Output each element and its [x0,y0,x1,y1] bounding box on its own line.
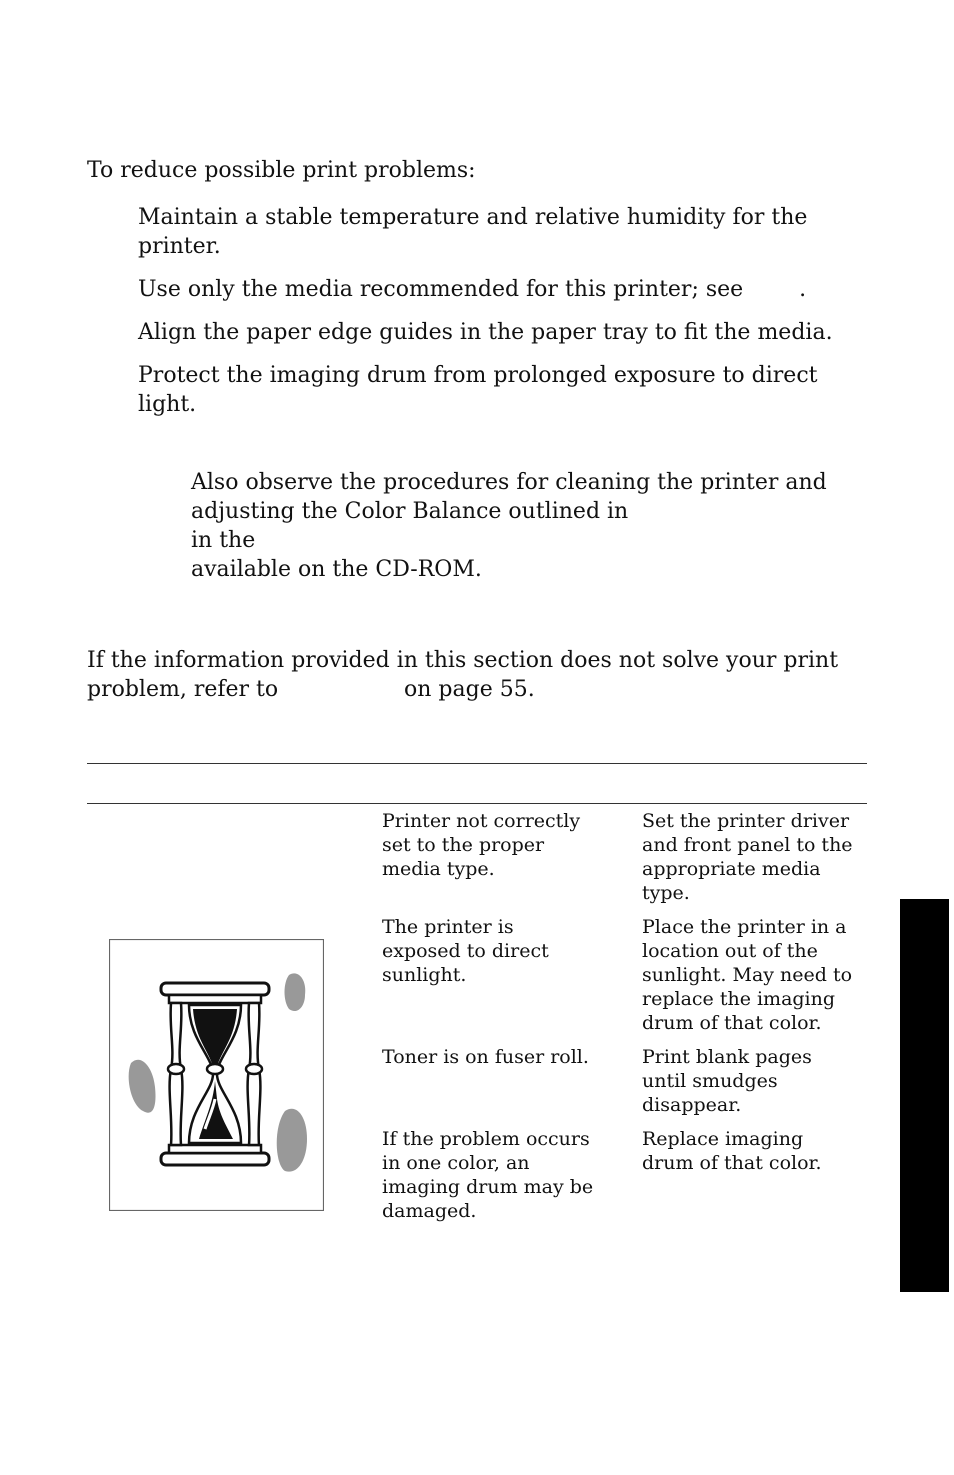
cell-line: in one color, an [382,1152,530,1174]
cell-line: type. [642,882,690,904]
table-top-rule [87,763,867,764]
action-cell [642,809,882,905]
cell-line: set to the proper [382,834,545,856]
para-line: problem, refer to on page 55. [87,677,535,702]
cell-line: Replace imaging [642,1128,804,1150]
para-line: If the information provided in this section does not solve your print [87,648,839,673]
cell-line: sunlight. [382,964,467,986]
cause-cell [382,915,622,987]
tips-list [138,203,878,433]
cell-line: Print blank pages [642,1046,812,1068]
cell-line: location out of the [642,940,818,962]
cell-line: appropriate media [642,858,821,880]
cell-line: until smudges [642,1070,778,1092]
tip-item: Protect the imaging drum from prolonged exposure to direct light. [138,363,818,417]
intro-text: To reduce possible print problems: [87,158,476,183]
note-line: adjusting the Color Balance outlined in [191,499,629,524]
cell-line: Place the printer in a [642,916,847,938]
note-line: Also observe the procedures for cleaning the printer and [191,470,827,495]
cell-line: disappear. [642,1094,742,1116]
cause-cell [382,1127,622,1223]
note-line: available on the CD-ROM. [191,557,482,582]
action-cell [642,1127,882,1175]
cell-line: replace the imaging [642,988,836,1010]
cell-line: imaging drum may be [382,1176,594,1198]
cell-line: damaged. [382,1200,477,1222]
cause-cell [382,809,622,881]
table-header-rule [87,803,867,804]
action-cell [642,1045,882,1117]
tip-item: Use only the media recommended for this printer; see . [138,277,807,302]
cell-line: If the problem occurs [382,1128,590,1150]
cell-line: and front panel to the [642,834,853,856]
note-block [191,468,851,584]
cell-line: sunlight. May need to [642,964,853,986]
tip-item: Maintain a stable temperature and relative humidity for the printer. [138,205,808,259]
chapter-side-tab [900,899,949,1292]
cell-line: drum of that color. [642,1152,822,1174]
hourglass-illustration [109,939,324,1211]
note-line: in the [191,528,256,553]
cell-line: Toner is on fuser roll. [382,1046,589,1068]
cell-line: media type. [382,858,495,880]
tip-item: Align the paper edge guides in the paper tray to fit the media. [138,320,833,345]
cell-line: exposed to direct [382,940,549,962]
cell-line: Printer not correctly [382,810,581,832]
cause-cell [382,1045,622,1069]
action-cell [642,915,882,1035]
cell-line: drum of that color. [642,1012,822,1034]
reference-paragraph [87,646,877,704]
hourglass-image [109,939,324,1211]
cell-line: The printer is [382,916,514,938]
cell-line: Set the printer driver [642,810,850,832]
